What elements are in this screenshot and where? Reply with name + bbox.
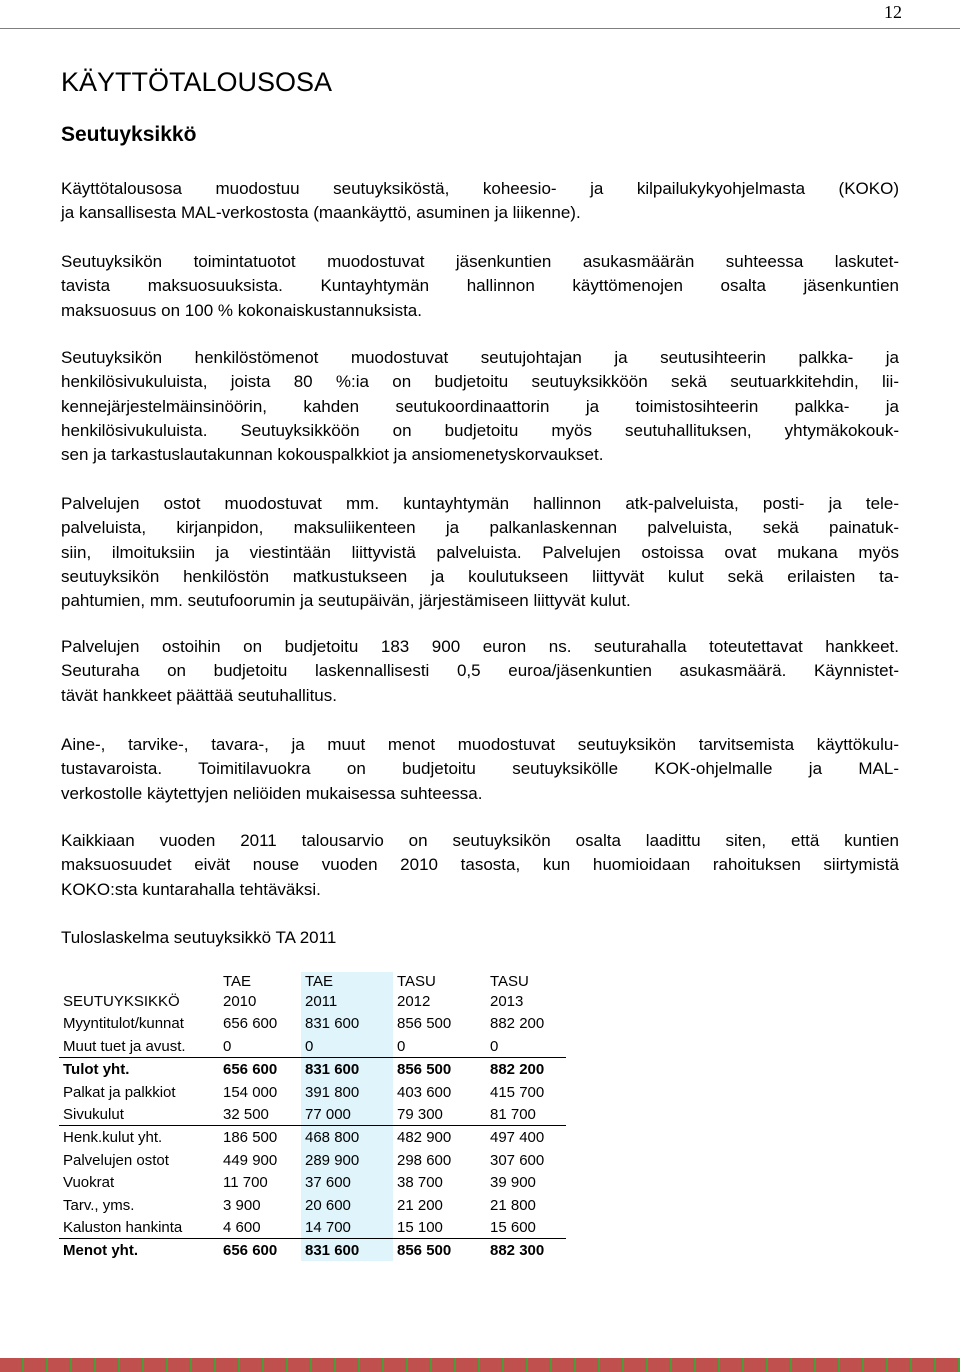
paragraph (61, 492, 899, 613)
paragraph-line: tävät hankkeet päättää seutuhallitus. (61, 685, 337, 705)
value-cell: 79 300 (393, 1103, 486, 1126)
value-cell: 289 900 (301, 1148, 393, 1170)
paragraph (61, 635, 899, 708)
row-label-cell: Vuokrat (63, 1174, 115, 1192)
value-cell: 656 600 (223, 1242, 278, 1260)
table-total-row (59, 1057, 566, 1080)
table-row (59, 1125, 566, 1148)
value-cell: 449 900 (223, 1151, 278, 1169)
value-cell: 482 900 (397, 1129, 452, 1147)
value-cell: 415 700 (490, 1083, 545, 1101)
value-cell: 656 600 (223, 1061, 278, 1079)
row-label-cell: Tarv., yms. (63, 1196, 135, 1214)
paragraph-line: sen ja tarkastuslautakunnan kokouspalkkiot ja ansiomenetyskorvaukset. (61, 445, 604, 465)
value-cell: 0 (301, 1034, 393, 1057)
value-cell: 2013 (490, 993, 524, 1010)
value-cell: 831 600 (301, 1057, 393, 1080)
paragraph (61, 250, 899, 323)
value-cell: 2012 (397, 993, 431, 1010)
value-cell: 154 000 (223, 1083, 278, 1101)
paragraph-line: verkostolle käytettyjen neliöiden mukaisessa suhteessa. (61, 783, 483, 803)
value-cell: 21 800 (490, 1196, 536, 1214)
value-cell: 831 600 (301, 1238, 393, 1261)
value-cell: 37 600 (301, 1171, 393, 1193)
value-cell: 39 900 (490, 1174, 536, 1192)
row-label-cell: Palkat ja palkkiot (63, 1083, 176, 1101)
income-statement-table (59, 972, 566, 1261)
value-cell: 186 500 (223, 1129, 278, 1147)
paragraph-line: Seutuyksikön henkilöstömenot muodostuvat seutujohtajan ja seutusihteerin palkka- ja (61, 348, 899, 367)
row-label-cell: SEUTUYKSIKKÖ (63, 993, 180, 1010)
value-cell: 656 600 (223, 1015, 278, 1033)
paragraph-line: palveluista, kirjanpidon, maksuliikenteen ja palkanlaskennan palveluista, sekä painatuk- (61, 518, 899, 538)
value-cell: TAE (223, 973, 252, 990)
row-label-cell: Muut tuet ja avust. (59, 1034, 219, 1057)
value-cell: 20 600 (301, 1193, 393, 1215)
paragraph (61, 177, 899, 226)
value-cell: 11 700 (223, 1174, 268, 1192)
table-row (59, 1216, 566, 1239)
paragraph-line: Kaikkiaan vuoden 2011 talousarvio on seutuyksikön osalta laadittu siten, että kuntien (61, 831, 899, 850)
paragraph-line: Seutuyksikön toimintatuotot muodostuvat jäsenkuntien asukasmäärän suhteessa laskutet- (61, 252, 899, 271)
value-cell: 497 400 (490, 1129, 545, 1147)
footer-stripe (0, 1358, 960, 1372)
row-label-cell: Myyntitulot/kunnat (63, 1015, 184, 1033)
paragraph-line: Aine-, tarvike-, tavara-, ja muut menot muodostuvat seutuyksikön tarvitsemista käyttökulu- (61, 735, 899, 754)
table-row (59, 1012, 566, 1034)
value-cell: 21 200 (397, 1196, 443, 1214)
table-row (59, 1034, 566, 1057)
table-total-row (59, 1238, 566, 1261)
paragraph-line: henkilösivukuluista. Seutuyksikköön on budjetoitu myös seutuhallituksen, yhtymäkokouk- (61, 420, 899, 440)
value-cell: 882 200 (490, 1015, 545, 1033)
value-cell: 882 200 (490, 1061, 545, 1079)
page-title: KÄYTTÖTALOUSOSA (61, 67, 333, 97)
header-rule (0, 28, 960, 29)
row-label-cell: Kaluston hankinta (59, 1216, 219, 1239)
row-label-cell (59, 972, 219, 992)
value-cell: 81 700 (486, 1103, 566, 1126)
table-row (59, 1103, 566, 1126)
value-cell: 15 100 (393, 1216, 486, 1239)
row-label-cell: Menot yht. (63, 1242, 138, 1260)
paragraph-line: siin, ilmoituksiin ja viestintään liittyvistä palveluista. Palvelujen ostoissa ovat mukana myös (61, 542, 899, 562)
table-row (59, 1080, 566, 1102)
value-cell: 32 500 (219, 1103, 301, 1126)
paragraph-line: KOKO:sta kuntarahalla tehtäväksi. (61, 879, 321, 899)
value-cell: 831 600 (301, 1012, 393, 1034)
paragraph-line: ja kansallisesta MAL-verkostosta (maankäyttö, asuminen ja liikenne). (61, 203, 581, 223)
row-label-cell: Palvelujen ostot (63, 1151, 169, 1169)
table-header-row (59, 992, 566, 1012)
value-cell: TAE (301, 972, 393, 992)
table-header-row (59, 972, 566, 992)
value-cell: 856 500 (397, 1015, 452, 1033)
value-cell: 3 900 (223, 1196, 261, 1214)
value-cell: 4 600 (219, 1216, 301, 1239)
value-cell: 0 (393, 1034, 486, 1057)
value-cell: 0 (486, 1034, 566, 1057)
paragraph (61, 829, 899, 902)
value-cell: TASU (397, 973, 436, 990)
value-cell: 403 600 (397, 1083, 452, 1101)
value-cell: 391 800 (301, 1080, 393, 1102)
table-title: Tuloslaskelma seutuyksikkö TA 2011 (61, 928, 337, 947)
value-cell: 38 700 (397, 1174, 443, 1192)
paragraph-line: pahtumien, mm. seutufoorumin ja seutupäivän, järjestämiseen liittyvät kulut. (61, 591, 631, 611)
row-label-cell: Sivukulut (59, 1103, 219, 1126)
table-row (59, 1148, 566, 1170)
value-cell: 14 700 (301, 1216, 393, 1239)
paragraph-line: Palvelujen ostoihin on budjetoitu 183 900 euron ns. seuturahalla toteutettavat hankkeet. (61, 637, 899, 656)
value-cell: 856 500 (397, 1061, 452, 1079)
paragraph-line: maksuosuudet eivät nouse vuoden 2010 tasosta, kun huomioidaan rahoituksen siirtymistä (61, 855, 899, 875)
value-cell: 0 (219, 1034, 301, 1057)
value-cell: 882 300 (490, 1242, 545, 1260)
paragraph-line: maksuosuus on 100 % kokonaiskustannuksista. (61, 300, 422, 320)
paragraph-line: kennejärjestelmäinsinöörin, kahden seutukoordinaattorin ja toimistosihteerin palkka- ja (61, 396, 899, 416)
value-cell: 298 600 (397, 1151, 452, 1169)
table-row (59, 1193, 566, 1215)
value-cell: 307 600 (490, 1151, 545, 1169)
value-cell: 15 600 (486, 1216, 566, 1239)
paragraph-line: Käyttötalousosa muodostuu seutuyksiköstä, koheesio- ja kilpailukykyohjelmasta (KOKO) (61, 179, 899, 198)
section-title: Seutuyksikkö (61, 123, 197, 146)
paragraph-line: Palvelujen ostot muodostuvat mm. kuntayhtymän hallinnon atk-palveluista, posti- ja tele- (61, 494, 899, 513)
paragraph-line: henkilösivukuluista, joista 80 %:ia on budjetoitu seutuyksikköön sekä seutuarkkitehdin, lii- (61, 372, 899, 392)
value-cell: 468 800 (301, 1125, 393, 1148)
value-cell: TASU (490, 973, 529, 990)
paragraph-line: tavista maksuosuuksista. Kuntayhtymän hallinnon käyttömenojen osalta jäsenkuntien (61, 276, 899, 296)
paragraph (61, 733, 899, 806)
value-cell: 2010 (223, 993, 257, 1010)
row-label-cell: Henk.kulut yht. (63, 1129, 163, 1147)
value-cell: 856 500 (397, 1242, 452, 1260)
paragraph-line: Seuturaha on budjetoitu laskennallisesti 0,5 euroa/jäsenkuntien asukasmäärä. Käynnistet- (61, 661, 899, 681)
paragraph-line: tustavaroista. Toimitilavuokra on budjetoitu seutuyksikölle KOK-ohjelmalle ja MAL- (61, 759, 899, 779)
paragraph-line: seutuyksikön henkilöstön matkustukseen ja koulutukseen liittyvät kulut sekä erilaisten ta- (61, 566, 899, 586)
row-label-cell: Tulot yht. (63, 1061, 130, 1079)
paragraph (61, 346, 899, 467)
page-number: 12 (884, 2, 902, 22)
table-row (59, 1171, 566, 1193)
value-cell: 77 000 (301, 1103, 393, 1126)
value-cell: 2011 (301, 992, 393, 1012)
